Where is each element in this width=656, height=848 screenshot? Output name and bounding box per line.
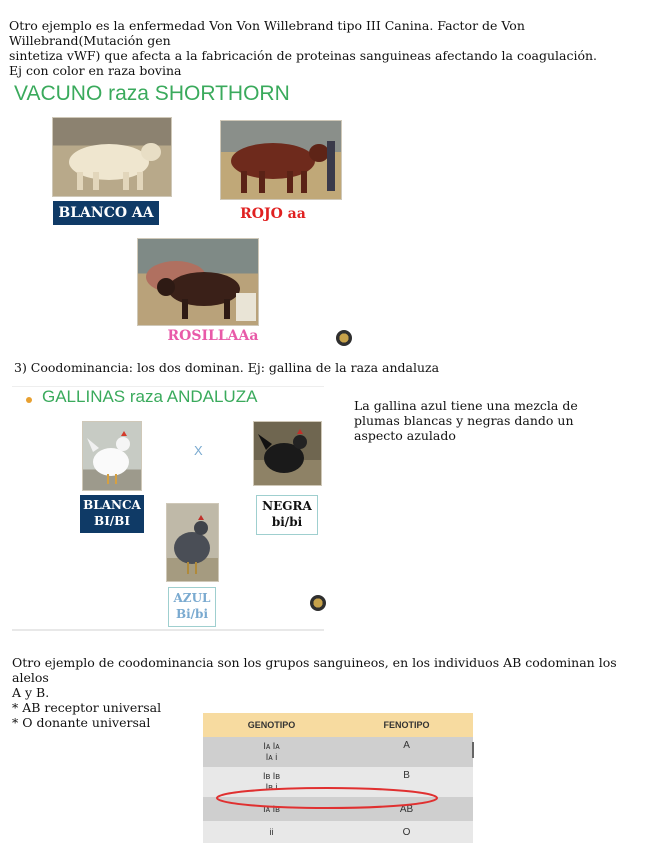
table-row xyxy=(203,821,473,843)
header-phenotype: FENOTIPO xyxy=(340,713,473,737)
table-cursor-mark xyxy=(472,742,474,758)
blue-hen-photo xyxy=(166,503,219,582)
blue-hen-label xyxy=(168,587,216,627)
genotype-cell: ii xyxy=(269,827,274,837)
red-cow-image xyxy=(221,121,341,199)
genotype-line: Iᴀ i xyxy=(265,752,278,762)
roan-cow-image xyxy=(138,239,258,325)
white-hen-label xyxy=(80,495,144,533)
phenotype-cell: O xyxy=(402,826,411,838)
cross-symbol: X xyxy=(194,443,203,458)
genotype-line: Iᴀ Iᴀ xyxy=(263,741,280,751)
white-hen-photo xyxy=(82,421,142,491)
genotype-cell xyxy=(203,737,340,767)
white-cow-image xyxy=(53,118,171,196)
hen-note xyxy=(354,398,614,443)
red-cattle-photo xyxy=(220,120,342,200)
blood-line-1: Otro ejemplo de coodominancia son los grupos sanguineos, en los individuos AB codominan los alelos xyxy=(12,655,617,685)
black-hen-label-genotype: bi/bi xyxy=(271,515,303,529)
table-header-row xyxy=(203,713,473,737)
hen-note-line-3: aspecto azulado xyxy=(354,428,456,443)
black-hen-label-name: NEGRA xyxy=(262,499,312,513)
bovine-example-text: Ej con color en raza bovina xyxy=(9,63,182,78)
hens-slide xyxy=(12,386,324,631)
blood-type-table xyxy=(203,713,473,843)
white-cattle-photo xyxy=(52,117,172,197)
red-cattle-label: ROJO aa xyxy=(240,206,306,222)
roan-cattle-label: ROSILLAAa xyxy=(167,328,259,344)
hens-slide-title: GALLINAS raza ANDALUZA xyxy=(42,387,258,406)
cattle-slide-title: VACUNO raza SHORTHORN xyxy=(14,82,290,105)
white-cattle-label: BLANCO AA xyxy=(53,201,159,225)
genotype-line: Iᴀ Iʙ xyxy=(263,804,280,814)
blood-line-2: A y B. xyxy=(12,685,50,700)
blood-bullet-2: * O donante universal xyxy=(12,715,151,730)
slide-logo-icon xyxy=(336,330,352,346)
header-genotype: GENOTIPO xyxy=(203,713,340,737)
table-row xyxy=(203,737,473,767)
blood-bullet-1: * AB receptor universal xyxy=(12,700,162,715)
blue-hen-label-name: AZUL xyxy=(173,591,211,605)
ab-highlight-ellipse xyxy=(214,785,440,811)
genotype-line: Iʙ i xyxy=(265,782,278,792)
bullet-icon xyxy=(26,397,32,403)
hen-note-line-1: La gallina azul tiene una mezcla de xyxy=(354,398,578,413)
blue-hen-label-genotype: Bi/bi xyxy=(175,607,209,621)
codominance-heading: 3) Coodominancia: los dos dominan. Ej: gallina de la raza andaluza xyxy=(14,360,440,375)
intro-line-2: sintetiza vWF) que afecta a la fabricación de proteinas sanguineas afectando la coagulación. xyxy=(9,48,598,63)
genotype-line: Iʙ Iʙ xyxy=(262,771,281,781)
black-hen-label xyxy=(256,495,318,535)
white-hen-label-genotype: BI/BI xyxy=(94,514,130,528)
phenotype-cell: B xyxy=(403,770,410,781)
hen-note-line-2: plumas blancas y negras dando un xyxy=(354,413,574,428)
hens-slide-logo-icon xyxy=(310,595,326,611)
roan-cattle-photo xyxy=(137,238,259,326)
black-hen-photo xyxy=(253,421,322,486)
blue-hen-image xyxy=(167,504,218,581)
black-hen-image xyxy=(254,422,321,485)
phenotype-cell: A xyxy=(403,740,410,751)
phenotype-cell: AB xyxy=(399,803,414,815)
intro-line-1: Otro ejemplo es la enfermedad Von Von Willebrand tipo III Canina. Factor de Von Willebrand(Mutación gen xyxy=(9,18,525,48)
white-hen-image xyxy=(83,422,141,490)
intro-paragraph xyxy=(9,18,654,63)
white-hen-label-name: BLANCA xyxy=(83,498,141,512)
